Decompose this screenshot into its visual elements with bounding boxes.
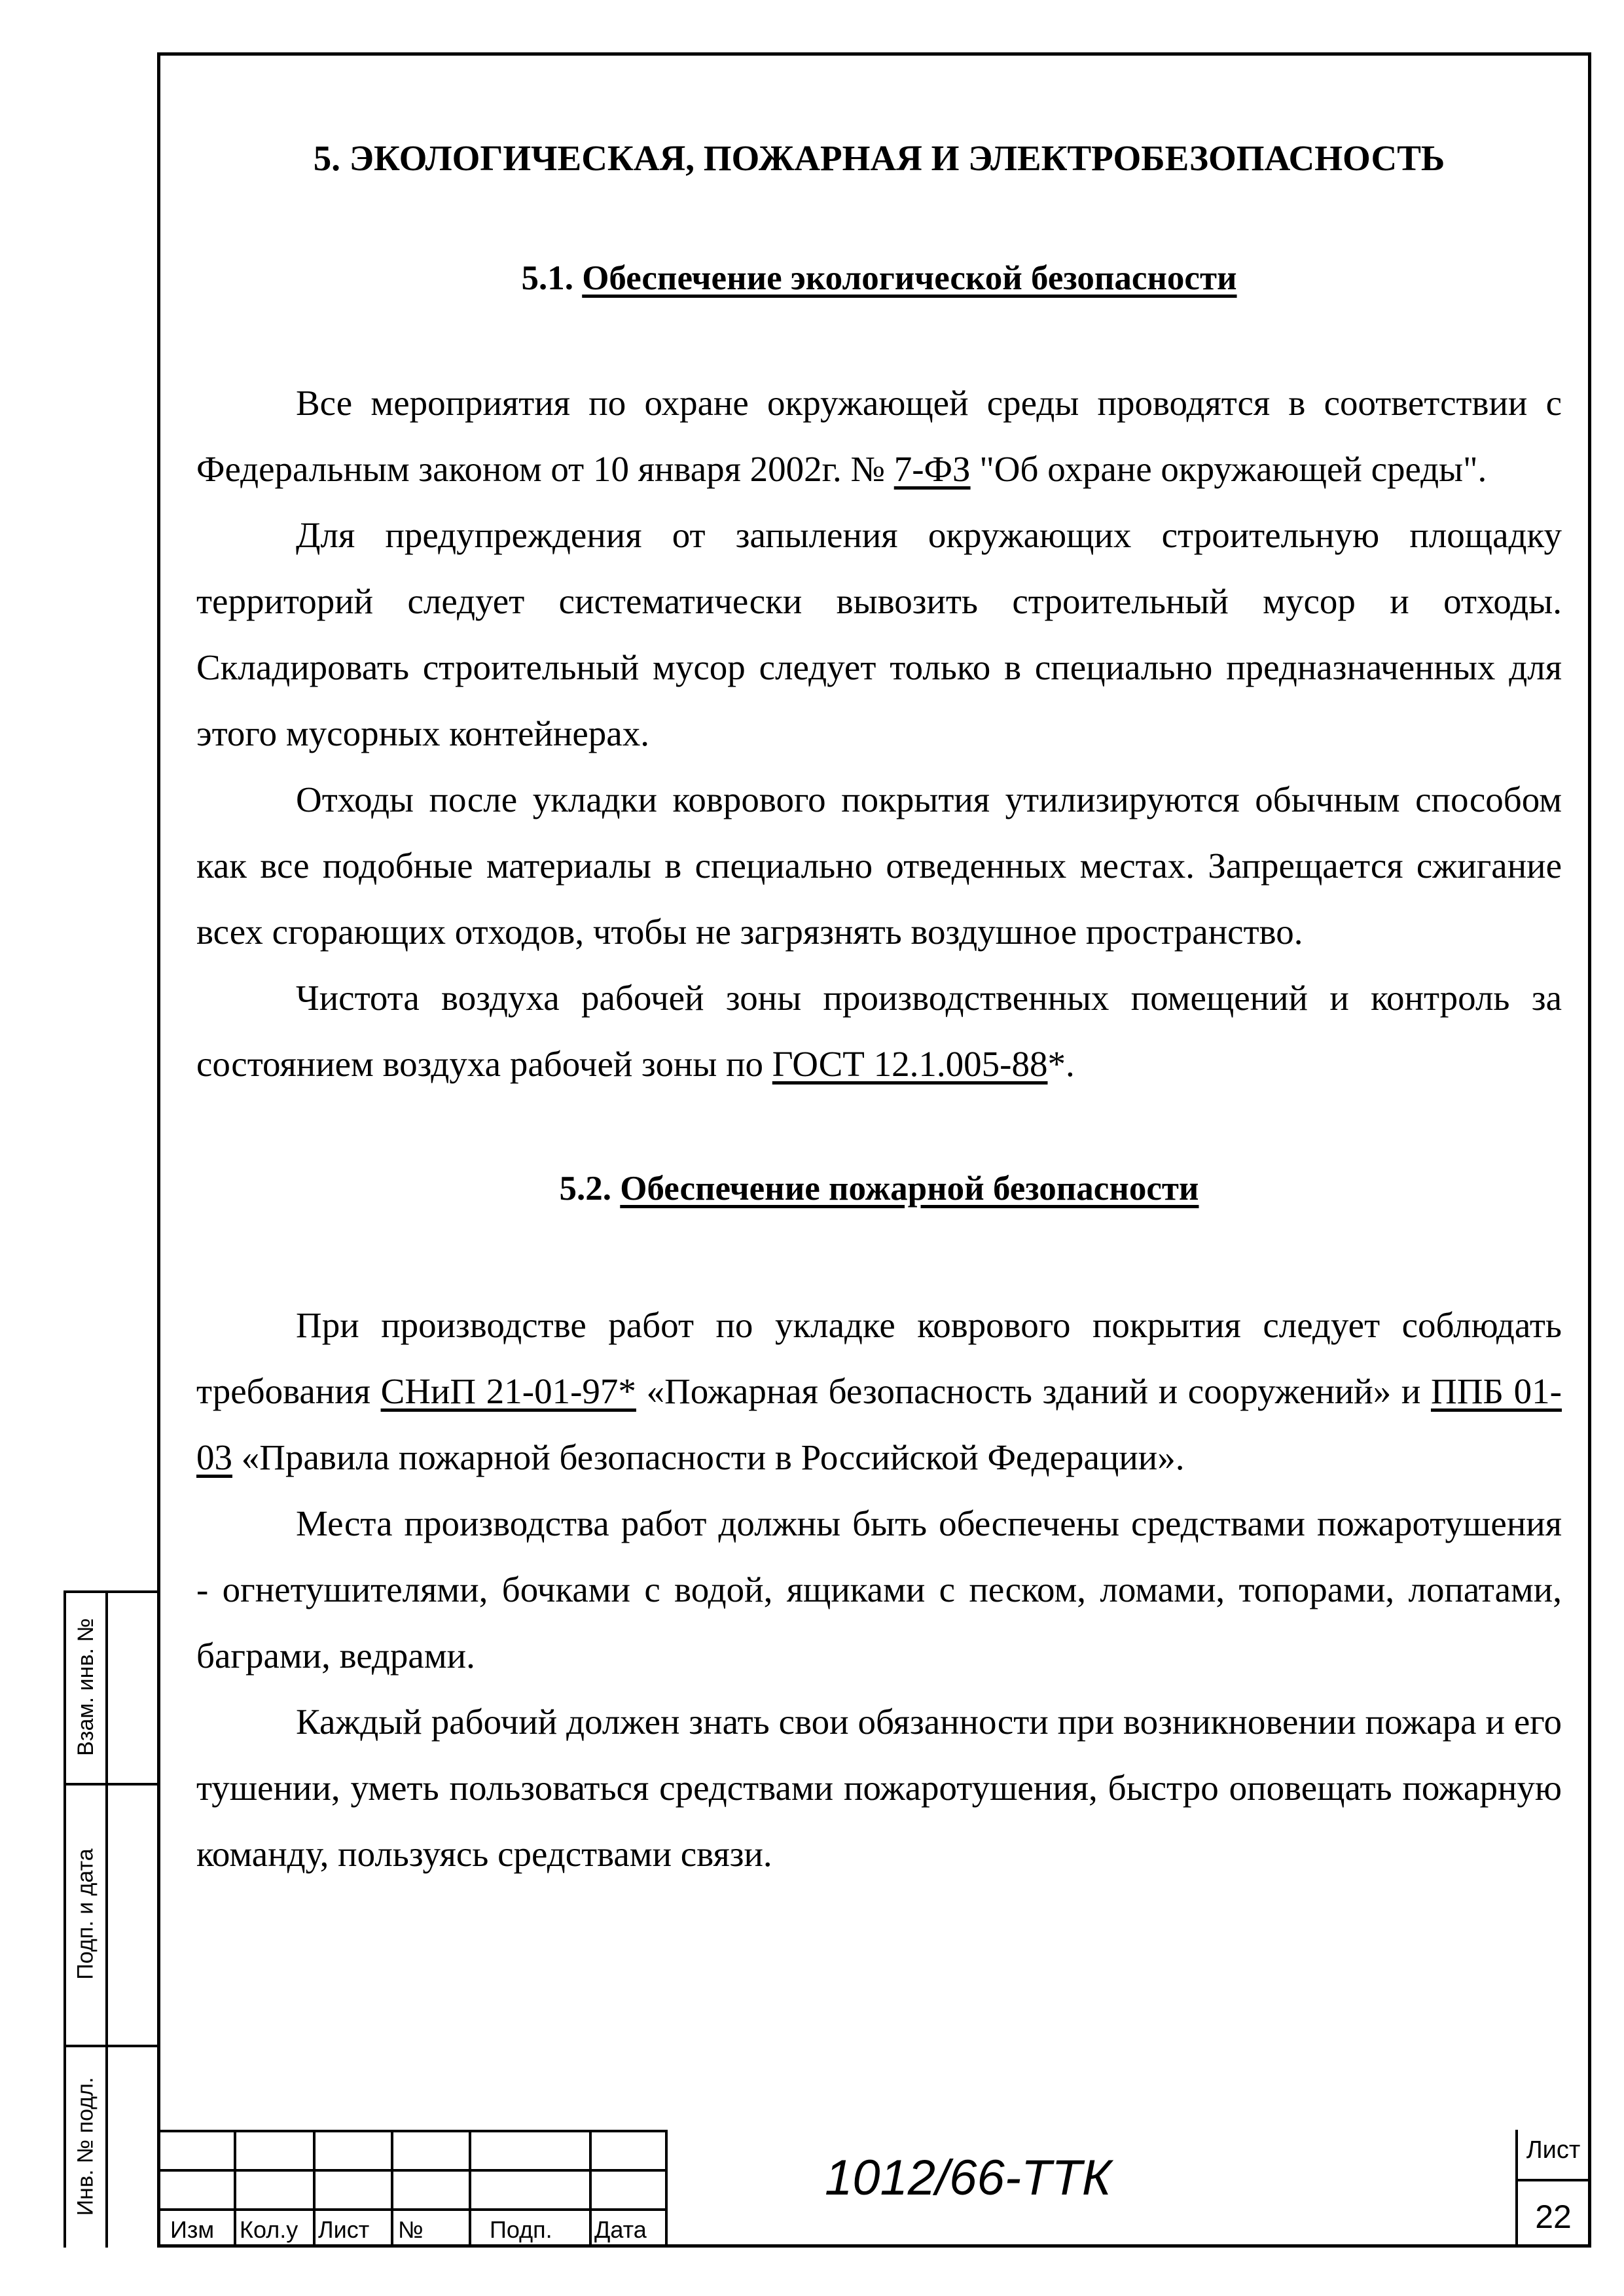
divider [234, 2130, 236, 2248]
col-num: № [398, 2216, 424, 2243]
paragraph [196, 1292, 1562, 1490]
text: Все мероприятия по охране окружающей среды проводятся в соответствии с Федеральным законом от 10 января 2002г. № [196, 383, 1562, 489]
sheet-number: 22 [1535, 2198, 1572, 2235]
col-izm: Изм [170, 2216, 215, 2243]
title-block [157, 2130, 1591, 2248]
divider [1515, 2179, 1591, 2181]
side-stamp [63, 1590, 157, 2248]
subsection-heading-5-2 [196, 1169, 1562, 1208]
stamp-label-vzam: Взам. инв. № [73, 1617, 98, 1756]
subsection-title: Обеспечение экологической безопасности [582, 259, 1237, 297]
subsection-number: 5.2. [559, 1170, 612, 1208]
sheet-label: Лист [1526, 2136, 1581, 2164]
divider [469, 2130, 471, 2248]
subsection-title: Обеспечение пожарной безопасности [620, 1170, 1199, 1208]
paragraph: Места производства работ должны быть обеспечены средствами пожаротушения - огнетушителями, бочками с водой, ящиками с песком, ломами, топорами, лопатами, баграми, ведрами. [196, 1503, 1562, 1676]
paragraph: Отходы после укладки коврового покрытия утилизируются обычным способом как все подобные материалы в специально отведенных местах. Запрещается сжигание всех сгорающих отходов, чтобы не загрязнять воздушное пространство. [196, 780, 1562, 952]
col-data: Дата [594, 2216, 647, 2243]
gost-link[interactable]: ГОСТ 12.1.005-88 [772, 1044, 1048, 1084]
paragraph [196, 965, 1562, 1097]
col-list: Лист [318, 2216, 370, 2243]
document-code: 1012/66-ТТК [825, 2150, 1111, 2206]
divider [391, 2130, 393, 2248]
subsection-heading-5-1 [196, 259, 1562, 298]
stamp-label-podp: Подп. и дата [73, 1848, 98, 1980]
text: «Правила пожарной безопасности в Российской Федерации». [232, 1437, 1185, 1477]
law-link[interactable]: 7-ФЗ [893, 449, 971, 489]
snip-link[interactable]: СНиП 21-01-97* [380, 1371, 636, 1411]
ppb-link[interactable]: ППБ 01-03 [196, 1371, 1562, 1477]
paragraph: Каждый рабочий должен знать свои обязанности при возникновении пожара и его тушении, уметь пользоваться средствами пожаротушения, быстро оповещать пожарную команду, пользуясь средствами связи. [196, 1702, 1562, 1874]
section-title: 5. ЭКОЛОГИЧЕСКАЯ, ПОЖАРНАЯ И ЭЛЕКТРОБЕЗОПАСНОСТЬ [313, 138, 1445, 178]
paragraph [196, 370, 1562, 502]
stamp-label-inv: Инв. № подл. [73, 2077, 98, 2215]
text: *. [1047, 1044, 1075, 1084]
text: "Об охране окружающей среды". [970, 449, 1487, 489]
divider [589, 2130, 592, 2248]
paragraph: Для предупреждения от запыления окружающих строительную площадку территорий следует систематически вывозить строительный мусор и отходы. Складировать строительный мусор следует только в специально предназначенных для этого мусорных контейнерах. [196, 515, 1562, 753]
document-body [196, 137, 1562, 1887]
text: «Пожарная безопасность зданий и сооружений» и [636, 1371, 1431, 1411]
col-kolu: Кол.у [240, 2216, 298, 2243]
text: Чистота воздуха рабочей зоны производственных помещений и контроль за состоянием воздуха рабочей зоны по [196, 978, 1562, 1084]
divider [665, 2130, 668, 2248]
divider [313, 2130, 316, 2248]
subsection-number: 5.1. [521, 259, 573, 297]
col-podp: Подп. [490, 2216, 552, 2243]
text: При производстве работ по укладке коврового покрытия следует соблюдать требования [196, 1305, 1562, 1411]
